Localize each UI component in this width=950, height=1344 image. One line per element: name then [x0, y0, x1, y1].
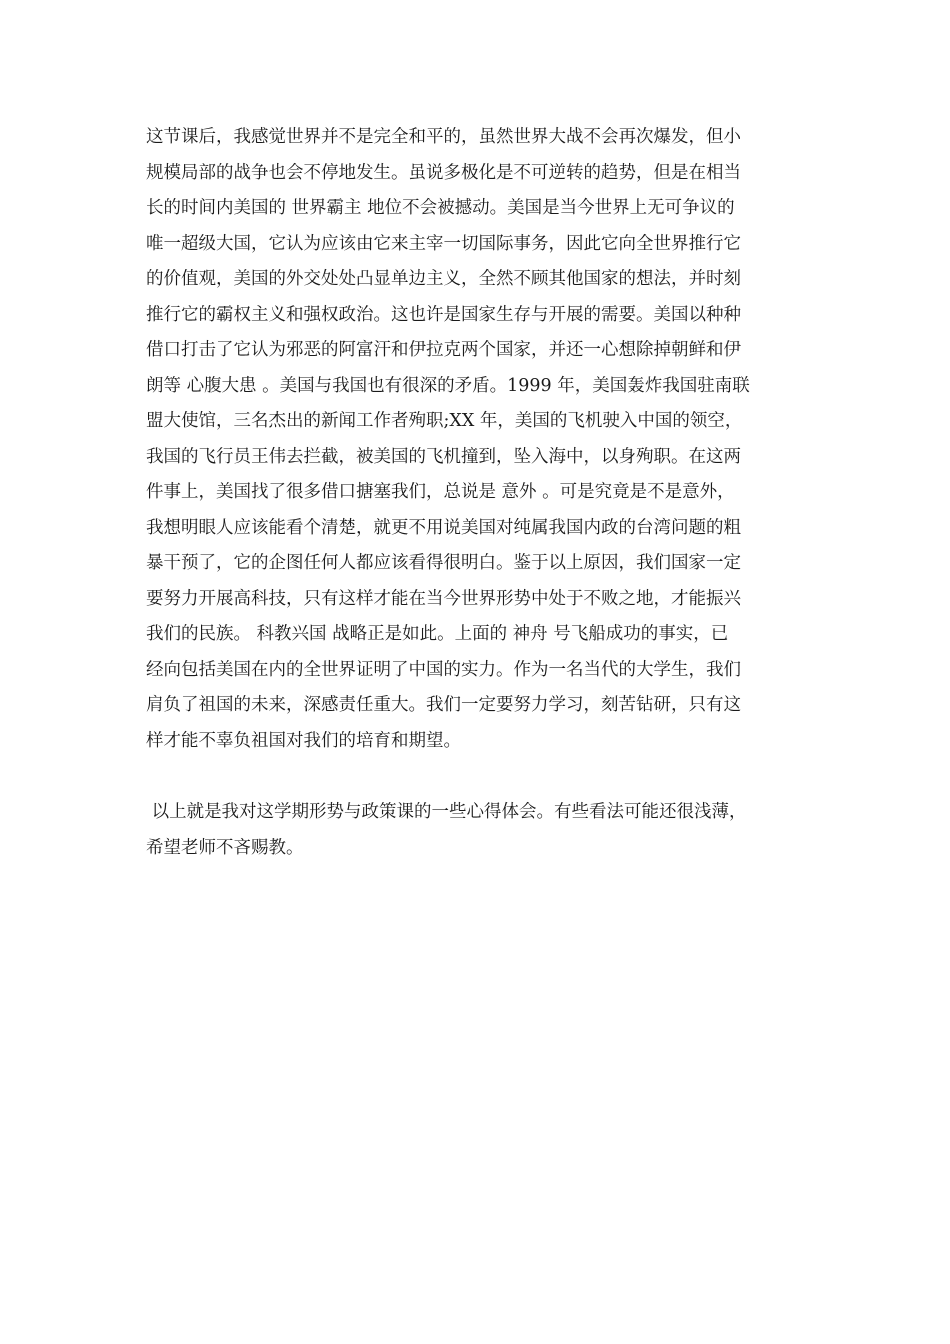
- text-line: 长的时间内美国的 世界霸主 地位不会被撼动。美国是当今世界上无可争议的: [146, 198, 735, 218]
- text-line: 我们的民族。 科教兴国 战略正是如此。上面的 神舟 号飞船成功的事实，已: [146, 624, 729, 644]
- paragraph-spacer: [146, 759, 810, 795]
- text-line: 借口打击了它认为邪恶的阿富汗和伊拉克两个国家，并还一心想除掉朝鲜和伊: [146, 340, 741, 360]
- paragraph-main: [146, 120, 810, 759]
- text-line: 规模局部的战争也会不停地发生。虽说多极化是不可逆转的趋势，但是在相当: [146, 162, 741, 183]
- text-line: 希望老师不吝赐教。: [146, 837, 304, 858]
- text-line: 以上就是我对这学期形势与政策课的一些心得体会。有些看法可能还很浅薄，: [146, 802, 747, 822]
- text-line: 我想明眼人应该能看个清楚，就更不用说美国对纯属我国内政的台湾问题的粗: [146, 517, 741, 538]
- text-line: 我国的飞行员王伟去拦截，被美国的飞机撞到，坠入海中，以身殉职。在这两: [146, 446, 741, 467]
- text-line: 要努力开展高科技，只有这样才能在当今世界形势中处于不败之地，才能振兴: [146, 588, 741, 609]
- text-line: 暴干预了，它的企图任何人都应该看得很明白。鉴于以上原因，我们国家一定: [146, 553, 741, 573]
- text-line: 这节课后，我感觉世界并不是完全和平的，虽然世界大战不会再次爆发，但小: [146, 127, 741, 147]
- text-line: 唯一超级大国，它认为应该由它来主宰一切国际事务，因此它向全世界推行它: [146, 233, 741, 254]
- text-line: 朗等 心腹大患 。美国与我国也有很深的矛盾。1999 年，美国轰炸我国驻南联: [146, 375, 750, 396]
- text-line: 推行它的霸权主义和强权政治。这也许是国家生存与开展的需要。美国以种种: [146, 304, 741, 325]
- text-line: 肩负了祖国的未来，深感责任重大。我们一定要努力学习，刻苦钻研，只有这: [146, 695, 741, 715]
- text-line: 盟大使馆，三名杰出的新闻工作者殉职;XX 年，美国的飞机驶入中国的领空，: [146, 411, 743, 431]
- paragraph-closing: [146, 795, 810, 866]
- text-line: 的价值观，美国的外交处处凸显单边主义，全然不顾其他国家的想法，并时刻: [146, 269, 741, 289]
- text-line: 件事上，美国找了很多借口搪塞我们，总说是 意外 。可是究竟是不是意外，: [146, 482, 735, 502]
- document-body: [146, 120, 810, 866]
- text-line: 经向包括美国在内的全世界证明了中国的实力。作为一名当代的大学生，我们: [146, 659, 741, 680]
- text-line: 样才能不辜负祖国对我们的培育和期望。: [146, 730, 461, 751]
